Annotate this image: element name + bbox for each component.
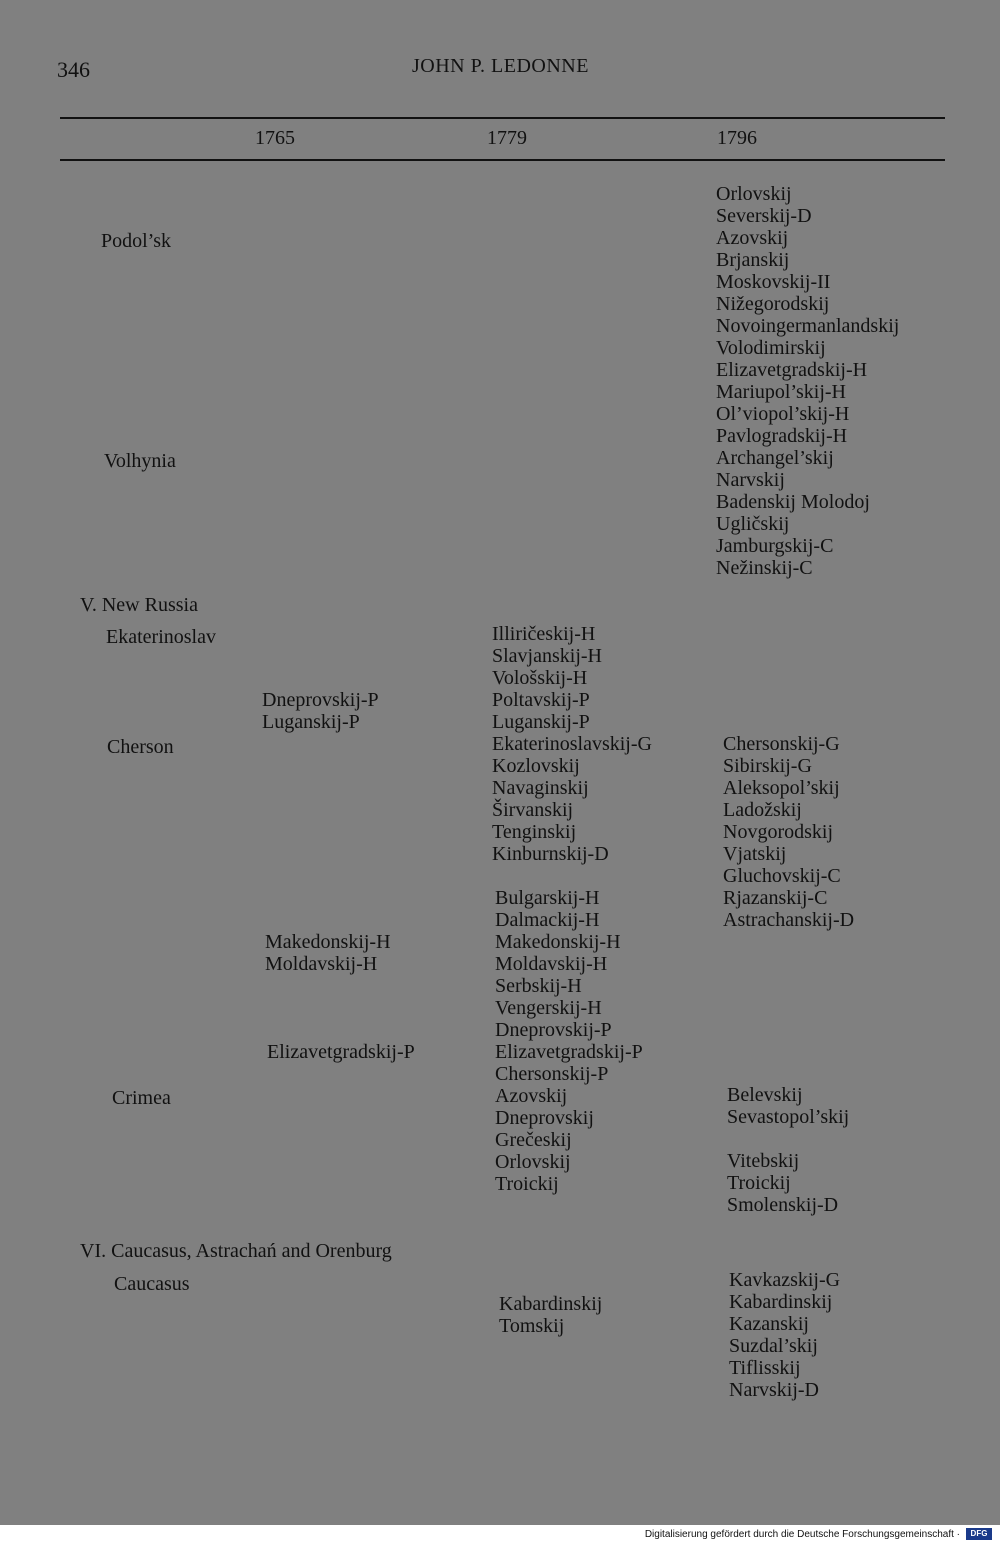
digitization-footer (0, 1525, 1000, 1545)
list-item: Kinburnskij-D (492, 843, 609, 865)
list-item: Sibirskij-G (723, 755, 812, 777)
list-item: Vengerskij-H (495, 997, 602, 1019)
running-head: JOHN P. LEDONNE (412, 55, 589, 77)
list-item: Kabardinskij (499, 1293, 603, 1315)
list-item: Vjatskij (723, 843, 787, 865)
list-item: Dneprovskij-P (262, 689, 379, 711)
list-item: Ugličskij (716, 513, 790, 535)
list-item: Vološskij-H (492, 667, 588, 689)
list-item: Dneprovskij (495, 1107, 594, 1129)
list-item: Orlovskij (716, 183, 792, 205)
list-item: Orlovskij (495, 1151, 571, 1173)
list-1796-crimea-b (727, 1150, 838, 1216)
list-item: Ol’viopol’skij-H (716, 403, 850, 425)
list-1765-c (267, 1041, 415, 1063)
list-item: Dalmackij-H (495, 909, 600, 931)
list-1765-b (265, 931, 391, 975)
footer-text: Digitalisierung gefördert durch die Deutsche Forschungsgemeinschaft · (644, 1529, 960, 1540)
region-ekaterinoslav: Ekaterinoslav (106, 626, 216, 648)
list-1796-crimea-a (727, 1084, 849, 1128)
list-item: Sevastopol’skij (727, 1106, 850, 1128)
list-item: Troickij (495, 1173, 559, 1195)
list-item: Slavjanskij-H (492, 645, 602, 667)
list-item: Narvskij-D (729, 1379, 819, 1401)
list-item: Kabardinskij (729, 1291, 833, 1313)
list-item: Narvskij (716, 469, 785, 491)
list-item: Badenskij Molodoj (716, 491, 870, 513)
section-new-russia: V. New Russia (80, 594, 198, 616)
list-item: Astrachanskij-D (723, 909, 855, 931)
list-item: Elizavetgradskij-H (716, 359, 868, 381)
list-item: Elizavetgradskij-P (267, 1041, 415, 1063)
list-item: Volodimirskij (716, 337, 826, 359)
list-1779-a (492, 623, 652, 865)
list-item: Moldavskij-H (495, 953, 608, 975)
year-header-1796: 1796 (717, 127, 757, 149)
list-item: Severskij-D (716, 205, 812, 227)
list-item: Jamburgskij-C (716, 535, 834, 557)
list-item: Moldavskij-H (265, 953, 378, 975)
region-cherson: Cherson (107, 736, 174, 758)
list-item: Vitebskij (727, 1150, 800, 1172)
list-item: Nežinskij-C (716, 557, 813, 579)
list-1779-caucasus (499, 1293, 602, 1337)
list-item: Troickij (727, 1172, 791, 1194)
list-item: Belevskij (727, 1084, 803, 1106)
list-item: Rjazanskij-C (723, 887, 828, 909)
region-volhynia: Volhynia (104, 450, 176, 472)
list-item: Suzdal’skij (729, 1335, 818, 1357)
list-item: Azovskij (716, 227, 789, 249)
list-item: Nižegorodskij (716, 293, 830, 315)
region-caucasus: Caucasus (114, 1273, 190, 1295)
list-item: Grečeskij (495, 1129, 572, 1151)
list-item: Serbskij-H (495, 975, 582, 997)
list-item: Novoingermanlandskij (716, 315, 900, 337)
list-1779-b (495, 887, 643, 1195)
list-item: Kavkazskij-G (729, 1269, 841, 1291)
list-item: Novgorodskij (723, 821, 833, 843)
list-item: Navaginskij (492, 777, 589, 799)
dfg-logo: DFG (966, 1528, 992, 1540)
list-1765-a (262, 689, 379, 733)
list-item: Ladožskij (723, 799, 802, 821)
list-item: Aleksopol’skij (723, 777, 840, 799)
list-item: Mariupol’skij-H (716, 381, 846, 403)
list-item: Tiflisskij (729, 1357, 801, 1379)
page-number: 346 (57, 57, 90, 82)
table-top-rule (60, 117, 945, 119)
list-item: Azovskij (495, 1085, 568, 1107)
list-item: Makedonskij-H (265, 931, 391, 953)
list-item: Tomskij (499, 1315, 565, 1337)
list-item: Bulgarskij-H (495, 887, 600, 909)
list-1796-cherson (723, 733, 854, 931)
list-item: Širvanskij (492, 799, 574, 821)
list-item: Gluchovskij-C (723, 865, 841, 887)
section-caucasus: VI. Caucasus, Astrachań and Orenburg (80, 1240, 392, 1262)
list-item: Luganskij-P (492, 711, 590, 733)
list-item: Chersonskij-P (495, 1063, 609, 1085)
region-podolsk: Podol’sk (101, 230, 172, 252)
list-item: Elizavetgradskij-P (495, 1041, 643, 1063)
list-item: Smolenskij-D (727, 1194, 839, 1216)
list-item: Dneprovskij-P (495, 1019, 612, 1041)
list-item: Tenginskij (492, 821, 577, 843)
list-item: Brjanskij (716, 249, 790, 271)
year-header-1779: 1779 (487, 127, 527, 149)
list-item: Kozlovskij (492, 755, 580, 777)
list-item: Makedonskij-H (495, 931, 621, 953)
list-item: Poltavskij-P (492, 689, 590, 711)
list-1796-podolsk-volhynia (716, 183, 899, 579)
table-header-rule (60, 159, 945, 161)
list-item: Luganskij-P (262, 711, 360, 733)
list-item: Illiričeskij-H (492, 623, 596, 645)
list-item: Chersonskij-G (723, 733, 840, 755)
list-item: Ekaterinoslavskij-G (492, 733, 652, 755)
list-item: Kazanskij (729, 1313, 809, 1335)
list-item: Archangel’skij (716, 447, 834, 469)
list-1796-caucasus (729, 1269, 840, 1401)
region-crimea: Crimea (112, 1087, 171, 1109)
year-header-1765: 1765 (255, 127, 295, 149)
list-item: Pavlogradskij-H (716, 425, 848, 447)
list-item: Moskovskij-II (716, 271, 831, 293)
